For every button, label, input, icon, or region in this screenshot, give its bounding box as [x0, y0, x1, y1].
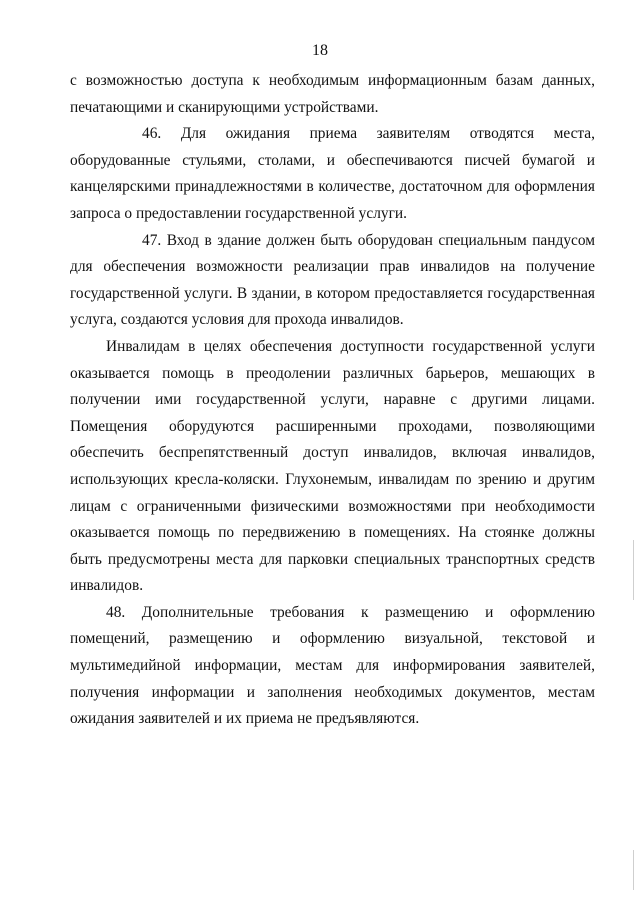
paragraph-text: Инвалидам в целях обеспечения доступности государственной услуги оказывается помощь в преодолении различных барьеров, мешающих в получении ими государственной услуги, наравне с другими лицами. Помещения оборудуются расширенными проходами, позволяющими обеспечить беспрепятственный доступ инвалидов, включая инвалидов, использующих кресла-коляски. Глухонемым, инвалидам по зрению и другим лицам с ограниченными физическими возможностями при необходимости оказывается помощь по передвижению в помещениях. На стоянке должны быть предусмотрены места для парковки специальных транспортных средств инвалидов.: [70, 337, 595, 595]
page-number: 18: [312, 42, 328, 59]
paragraph-accessibility: [70, 334, 595, 600]
document-body: [70, 68, 595, 733]
paragraph-continuation: [70, 68, 595, 121]
paragraph-text: Дополнительные требования к размещению и оформлению помещений, размещению и оформлению визуальной, текстовой и мультимедийной информации, местам для информирования заявителей, получения информации и заполнения необходимых документов, местам ожидания заявителей и их приема не предъявляются.: [70, 603, 595, 728]
paragraph-number: 46.: [142, 125, 162, 143]
paragraph-47: [70, 228, 595, 334]
paragraph-text: Вход в здание должен быть оборудован специальным пандусом для обеспечения возможности реализации прав инвалидов на получение государственной услуги. В здании, в котором предоставляется государственная услуга, создаются условия для прохода инвалидов.: [70, 231, 595, 329]
paragraph-number: 47.: [142, 231, 162, 249]
paragraph-number: 48.: [106, 603, 126, 621]
paragraph-text: с возможностью доступа к необходимым информационным базам данных, печатающими и сканирующими устройствами.: [70, 72, 595, 116]
scan-edge-mark: [633, 850, 634, 890]
scan-edge-mark: [633, 540, 634, 600]
paragraph-48: [70, 600, 595, 733]
paragraph-46: [70, 121, 595, 227]
paragraph-text: Для ожидания приема заявителям отводятся места, оборудованные стульями, столами, и обеспечиваются писчей бумагой и канцелярскими принадлежностями в количестве, достаточном для оформления запроса о предоставлении государственной услуги.: [70, 125, 595, 222]
